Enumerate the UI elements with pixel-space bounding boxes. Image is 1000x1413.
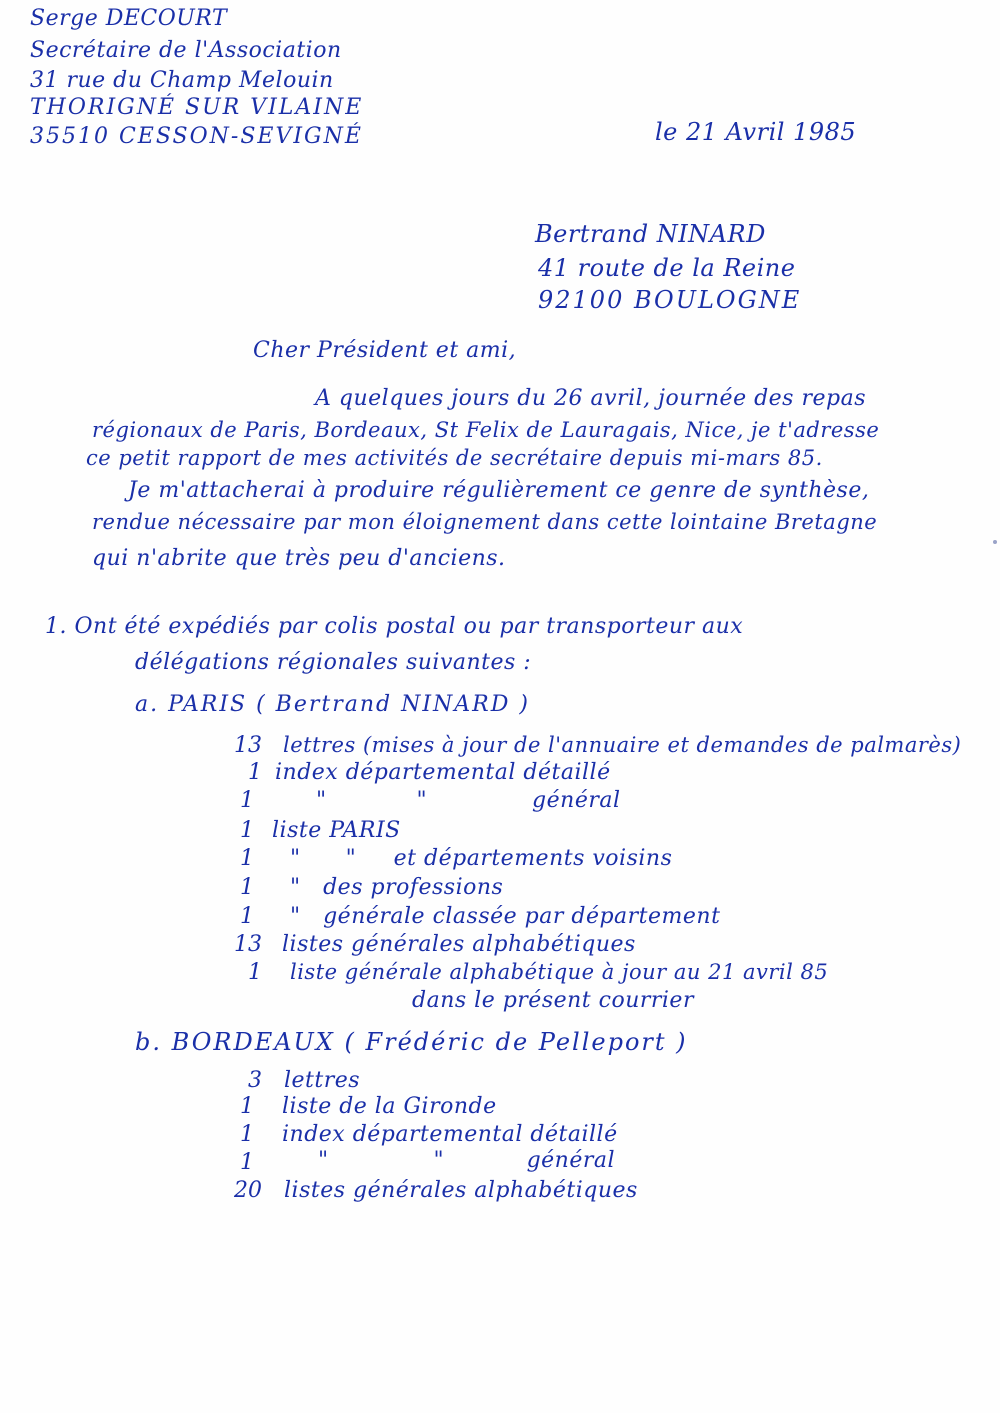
list-item-qty: 13 [234,932,262,957]
list-item-text: " " général [316,788,621,813]
sender-street: 31 rue du Champ Melouin [30,68,334,93]
sender-title: Secrétaire de l'Association [30,38,342,63]
list-item-qty: 1 [240,1150,254,1175]
list-item-qty: 1 [240,904,254,929]
list-item-text: " des professions [290,875,504,900]
body-line: ce petit rapport de mes activités de secrétaire depuis mi-mars 85. [86,446,823,470]
list-item-text: index départemental détaillé [282,1122,618,1147]
list-item-text: lettres (mises à jour de l'annuaire et demandes de palmarès) [283,733,962,757]
heading-paris: a. PARIS ( Bertrand NINARD ) [135,692,530,717]
body-line: A quelques jours du 26 avril, journée des repas [315,386,866,411]
list-item-qty: 1 [240,818,254,843]
sender-town: THORIGNÉ SUR VILAINE [30,95,364,120]
list-item-text: liste PARIS [272,818,401,843]
sender-name: Serge DECOURT [30,6,228,31]
recipient-street: 41 route de la Reine [538,254,796,282]
list-item-text: liste de la Gironde [282,1094,497,1119]
list-item-qty: 1 [240,846,254,871]
list-item-qty: 1 [240,788,254,813]
list-item-text: " " et départements voisins [290,846,673,871]
heading-bordeaux: b. BORDEAUX ( Frédéric de Pelleport ) [135,1028,688,1056]
list-item-text: " " général [318,1148,616,1173]
body-line: qui n'abrite que très peu d'anciens. [92,546,506,571]
scan-speck [993,540,997,544]
list-item-qty: 1 [240,1094,254,1119]
section-1-intro: 1. Ont été expédiés par colis postal ou par transporteur aux [45,614,744,639]
list-item-qty: 3 [248,1068,262,1093]
list-item-qty: 1 [240,875,254,900]
section-1-intro-cont: délégations régionales suivantes : [135,650,532,675]
recipient-postal: 92100 BOULOGNE [538,286,802,314]
list-item-cont: dans le présent courrier [412,988,694,1013]
recipient-name: Bertrand NINARD [535,220,766,248]
list-item-text: " générale classée par département [290,904,721,929]
body-line: régionaux de Paris, Bordeaux, St Felix de Lauragais, Nice, je t'adresse [92,418,880,442]
list-item-text: lettres [284,1068,361,1093]
list-item-qty: 13 [234,733,262,758]
body-line: rendue nécessaire par mon éloignement dans cette lointaine Bretagne [92,510,878,534]
list-item-text: listes générales alphabétiques [284,1178,638,1203]
body-line: Je m'attacherai à produire régulièrement ce genre de synthèse, [128,478,870,503]
list-item-text: listes générales alphabétiques [282,932,636,957]
sender-postal: 35510 CESSON-SEVIGNÉ [30,124,363,149]
list-item-text: liste générale alphabétique à jour au 21 avril 85 [290,960,829,984]
letter-date: le 21 Avril 1985 [655,118,857,146]
list-item-qty: 1 [240,1122,254,1147]
list-item-text: index départemental détaillé [275,760,611,785]
salutation: Cher Président et ami, [253,338,517,363]
list-item-qty: 1 [248,960,262,985]
list-item-qty: 1 [248,760,262,785]
list-item-qty: 20 [234,1178,262,1203]
